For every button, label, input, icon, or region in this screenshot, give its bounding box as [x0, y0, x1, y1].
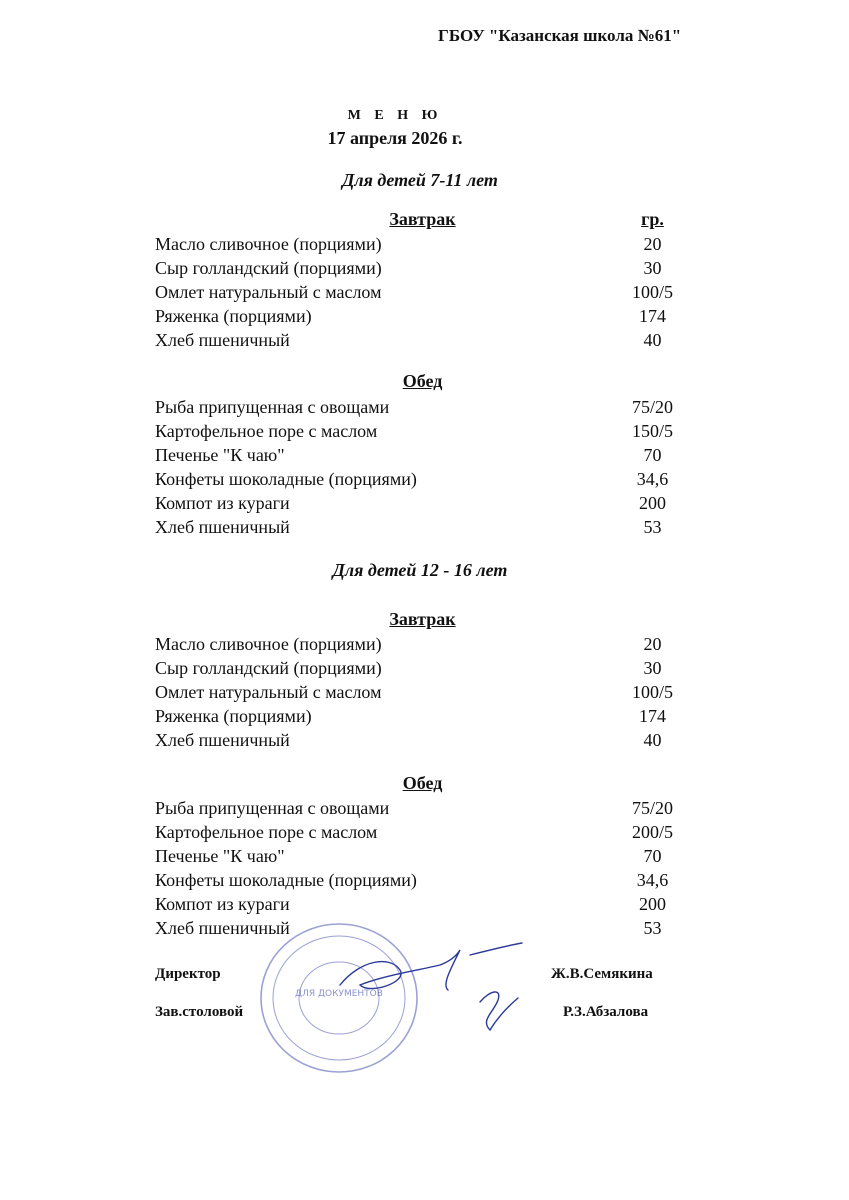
director-name: Ж.В.Семякина — [551, 966, 653, 982]
item-qty: 70 — [643, 445, 662, 465]
item-qty: 53 — [643, 918, 662, 938]
menu-row — [155, 796, 705, 820]
menu-row — [155, 280, 705, 304]
item-qty: 53 — [643, 517, 662, 537]
menu-row — [155, 704, 705, 728]
item-name: Хлеб пшеничный — [155, 517, 290, 537]
menu-row — [155, 515, 705, 539]
item-qty: 40 — [643, 730, 662, 750]
item-name: Ряженка (порциями) — [155, 706, 312, 726]
item-qty: 30 — [643, 258, 662, 278]
item-name: Печенье "К чаю" — [155, 846, 285, 866]
item-name: Компот из кураги — [155, 493, 290, 513]
director-title: Директор — [155, 966, 221, 982]
menu-title: М Е Н Ю — [347, 108, 443, 123]
item-name: Сыр голландский (порциями) — [155, 258, 382, 278]
item-name: Хлеб пшеничный — [155, 730, 290, 750]
breakfast-heading: Завтрак — [389, 209, 456, 229]
menu-row — [155, 443, 705, 467]
item-qty: 75/20 — [631, 798, 673, 818]
item-name: Хлеб пшеничный — [155, 330, 290, 350]
item-name: Масло сливочное (порциями) — [155, 634, 382, 654]
item-name: Рыба припущенная с овощами — [155, 397, 390, 417]
item-name: Картофельное поре с маслом — [155, 822, 378, 842]
menu-row — [155, 256, 705, 280]
age-group-label: Для детей 7-11 лет — [342, 170, 498, 190]
item-qty: 30 — [643, 658, 662, 678]
organization-name: ГБОУ "Казанская школа №61" — [438, 26, 682, 45]
age-group-label: Для детей 12 - 16 лет — [332, 560, 508, 580]
item-qty: 150/5 — [631, 421, 673, 441]
item-qty: 40 — [643, 330, 662, 350]
menu-row — [155, 892, 705, 916]
canteen-head-title: Зав.столовой — [155, 1004, 244, 1020]
item-qty: 100/5 — [631, 282, 673, 302]
menu-row — [155, 491, 705, 515]
item-name: Ряженка (порциями) — [155, 306, 312, 326]
item-qty: 100/5 — [631, 682, 673, 702]
item-name: Омлет натуральный с маслом — [155, 682, 382, 702]
item-qty: 200 — [639, 894, 666, 914]
menu-row — [155, 868, 705, 892]
menu-row — [155, 232, 705, 256]
menu-row — [155, 680, 705, 704]
canteen-head-name: Р.З.Абзалова — [563, 1004, 649, 1020]
menu-row — [155, 419, 705, 443]
menu-row — [155, 916, 705, 940]
item-name: Картофельное поре с маслом — [155, 421, 378, 441]
item-name: Компот из кураги — [155, 894, 290, 914]
item-name: Печенье "К чаю" — [155, 445, 285, 465]
item-name: Конфеты шоколадные (порциями) — [155, 469, 417, 489]
menu-row — [155, 304, 705, 328]
item-qty: 34,6 — [636, 469, 669, 489]
unit-header: гр. — [641, 209, 664, 229]
item-qty: 20 — [643, 634, 662, 654]
menu-row — [155, 820, 705, 844]
menu-row — [155, 467, 705, 491]
item-qty: 70 — [643, 846, 662, 866]
stamp-text: ДЛЯ ДОКУМЕНТОВ — [295, 989, 383, 999]
menu-row — [155, 395, 705, 419]
breakfast-heading: Завтрак — [389, 609, 456, 629]
menu-row — [155, 632, 705, 656]
menu-row — [155, 656, 705, 680]
signature-scribbles — [330, 940, 530, 1040]
lunch-heading: Обед — [402, 371, 443, 391]
menu-date: 17 апреля 2026 г. — [327, 128, 463, 148]
item-qty: 75/20 — [631, 397, 673, 417]
item-qty: 34,6 — [636, 870, 669, 890]
item-name: Рыба припущенная с овощами — [155, 798, 390, 818]
item-qty: 200 — [639, 493, 666, 513]
item-name: Омлет натуральный с маслом — [155, 282, 382, 302]
menu-row — [155, 328, 705, 352]
item-name: Масло сливочное (порциями) — [155, 234, 382, 254]
item-name: Сыр голландский (порциями) — [155, 658, 382, 678]
item-name: Хлеб пшеничный — [155, 918, 290, 938]
item-qty: 174 — [639, 306, 666, 326]
lunch-heading: Обед — [402, 773, 443, 793]
item-qty: 200/5 — [631, 822, 673, 842]
menu-row — [155, 844, 705, 868]
item-qty: 174 — [639, 706, 666, 726]
menu-row — [155, 728, 705, 752]
item-name: Конфеты шоколадные (порциями) — [155, 870, 417, 890]
item-qty: 20 — [643, 234, 662, 254]
